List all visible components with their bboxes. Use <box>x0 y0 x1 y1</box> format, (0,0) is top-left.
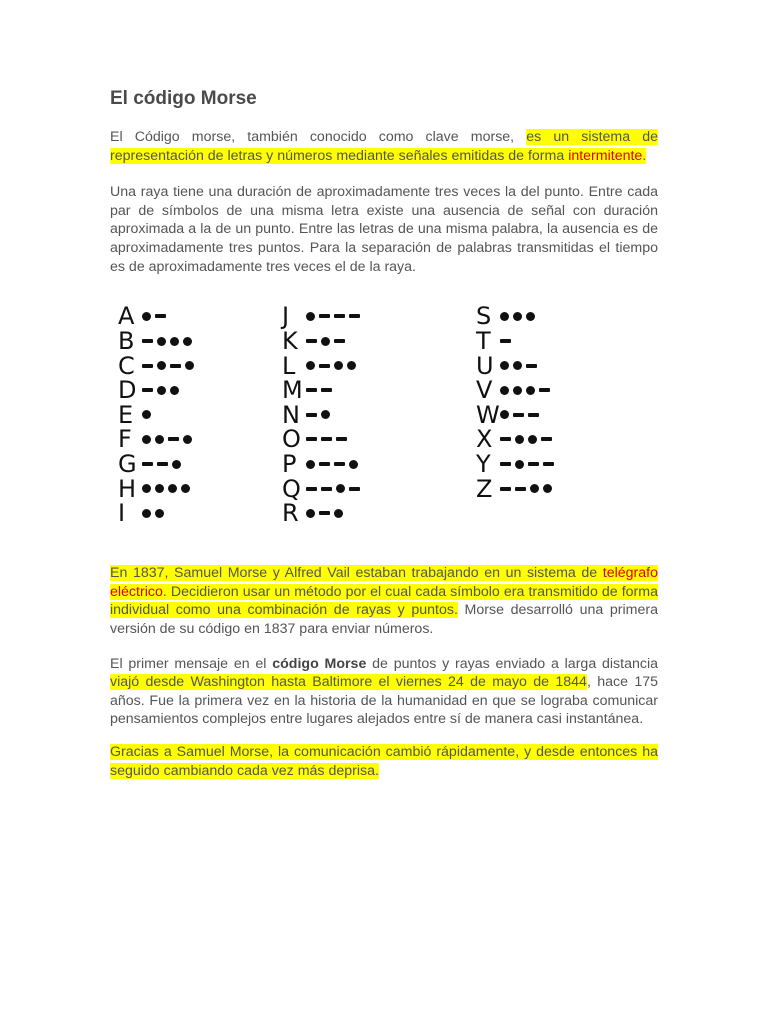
morse-dot <box>142 509 151 518</box>
morse-alphabet-chart <box>110 292 658 564</box>
morse-row-q <box>282 476 364 501</box>
morse-code <box>142 460 185 469</box>
morse-dot <box>183 337 192 346</box>
morse-letter: V <box>476 376 492 405</box>
highlighted-text: viajó desde Washington hasta Baltimore el viernes 24 de mayo de 1844 <box>110 674 587 691</box>
morse-dot <box>185 361 194 370</box>
morse-dot <box>526 386 535 395</box>
morse-code <box>306 437 351 441</box>
morse-letter: H <box>118 474 136 503</box>
morse-row-k <box>282 329 364 354</box>
morse-dot <box>142 435 151 444</box>
highlighted-text: En 1837, Samuel Morse y Alfred Vail estaban trabajando en un sistema de telégrafo eléctrico. Decidieron usar un método por el cual cada símbolo era transmitido de forma individual como una combinación de rayas y puntos. <box>110 565 658 619</box>
morse-code <box>500 460 558 469</box>
morse-letter: M <box>282 376 302 405</box>
morse-letter: O <box>282 425 300 454</box>
morse-dot <box>155 509 164 518</box>
morse-row-r <box>282 501 364 526</box>
red-text: telégrafo eléctrico <box>110 565 658 600</box>
morse-row-c <box>118 353 198 378</box>
morse-dot <box>500 410 509 419</box>
morse-dot <box>347 361 356 370</box>
morse-code <box>500 361 541 370</box>
morse-dot <box>530 484 539 493</box>
morse-dash <box>500 339 511 343</box>
paragraph-conclusion <box>110 743 658 780</box>
morse-dash <box>157 462 168 466</box>
morse-code <box>306 460 362 469</box>
paragraph-duration: Una raya tiene una duración de aproximadamente tres veces la del punto. Entre cada par de símbolos de una misma letra existe una ausencia de señal con duración aproximada a la de un punto. Entre las letras de una misma palabra, la ausencia es de aproximadamente tres puntos. Para la separación de palabras transmitidas el tiempo es de aproximadamente tres veces el de la raya. <box>110 184 658 275</box>
morse-dot <box>528 435 537 444</box>
morse-dot <box>170 337 179 346</box>
morse-code <box>142 312 170 321</box>
morse-row-f <box>118 427 198 452</box>
morse-row-z <box>476 476 558 501</box>
morse-dash <box>168 437 179 441</box>
morse-dash <box>321 487 332 491</box>
morse-dot <box>500 361 509 370</box>
morse-row-o <box>282 427 364 452</box>
morse-code <box>500 339 515 343</box>
morse-dash <box>306 413 317 417</box>
morse-letter: B <box>118 327 134 356</box>
morse-row-g <box>118 452 198 477</box>
morse-row-i <box>118 501 198 526</box>
morse-dash <box>306 487 317 491</box>
morse-letter: R <box>282 499 298 528</box>
morse-dash <box>155 314 166 318</box>
highlighted-text: Gracias a Samuel Morse, la comunicación cambió rápidamente, y desde entonces ha seguido cambiando cada vez más deprisa. <box>110 743 658 779</box>
morse-letter: Y <box>476 450 490 479</box>
paragraph-first-message: El primer mensaje en el código Morse de puntos y rayas enviado a larga distancia viajó desde Washington hasta Baltimore el viernes 24 de mayo de 1844, hace 175 años. Fue la primera vez en la historia de la humanidad en que se lograba comunicar pensamientos complejos entre lugares alejados entre sí de manera casi instantánea. <box>110 655 659 728</box>
morse-dash <box>515 487 526 491</box>
morse-code <box>500 484 556 493</box>
morse-dash <box>319 462 330 466</box>
morse-dot <box>500 312 509 321</box>
morse-row-u <box>476 353 558 378</box>
morse-code <box>142 484 194 493</box>
morse-dash <box>528 413 539 417</box>
morse-dash <box>319 364 330 368</box>
paragraph-definition <box>110 128 658 165</box>
morse-row-j <box>282 304 364 329</box>
morse-row-m <box>282 378 364 403</box>
morse-column-1 <box>118 302 198 528</box>
morse-code <box>142 337 196 346</box>
morse-dot <box>172 460 181 469</box>
morse-letter: N <box>282 400 299 429</box>
morse-code <box>306 410 334 419</box>
morse-letter: P <box>282 450 296 479</box>
bold-text: código Morse <box>272 655 367 672</box>
morse-dot <box>170 386 179 395</box>
morse-dot <box>306 361 315 370</box>
morse-letter: D <box>118 376 136 405</box>
morse-dash <box>321 388 332 392</box>
morse-row-y <box>476 452 558 477</box>
morse-code <box>142 386 183 395</box>
morse-row-a <box>118 304 198 329</box>
morse-dash <box>319 511 330 515</box>
morse-dot <box>543 484 552 493</box>
morse-dash <box>306 437 317 441</box>
morse-dot <box>321 337 330 346</box>
morse-dash <box>500 487 511 491</box>
morse-dot <box>500 386 509 395</box>
morse-letter: F <box>118 425 131 454</box>
morse-dot <box>515 435 524 444</box>
morse-dash <box>142 364 153 368</box>
morse-code <box>306 361 360 370</box>
morse-code <box>500 312 539 321</box>
morse-dash <box>526 364 537 368</box>
morse-row-s <box>476 304 558 329</box>
morse-dot <box>349 460 358 469</box>
morse-code <box>142 361 198 370</box>
document-page <box>110 86 658 780</box>
morse-letter: W <box>476 400 499 429</box>
morse-dash <box>349 314 360 318</box>
morse-dot <box>321 410 330 419</box>
morse-dot <box>515 460 524 469</box>
morse-letter: Z <box>476 474 492 503</box>
morse-letter: G <box>118 450 136 479</box>
text-span: El Código morse, también conocido como clave morse, <box>110 129 527 145</box>
morse-dash <box>306 388 317 392</box>
morse-dot <box>183 435 192 444</box>
morse-letter: J <box>282 302 289 331</box>
morse-row-x <box>476 427 558 452</box>
morse-code <box>306 509 347 518</box>
morse-dash <box>543 462 554 466</box>
morse-row-d <box>118 378 198 403</box>
morse-dot <box>142 484 151 493</box>
morse-dot <box>306 460 315 469</box>
morse-dash <box>142 462 153 466</box>
morse-dot <box>306 509 315 518</box>
morse-dot <box>334 361 343 370</box>
morse-dash <box>334 314 345 318</box>
morse-letter: A <box>118 302 134 331</box>
morse-row-h <box>118 476 198 501</box>
morse-row-p <box>282 452 364 477</box>
morse-letter: U <box>476 351 493 380</box>
morse-row-t <box>476 329 558 354</box>
morse-column-2 <box>282 302 364 528</box>
morse-dot <box>157 386 166 395</box>
morse-dot <box>168 484 177 493</box>
morse-row-e <box>118 400 198 429</box>
morse-code <box>306 312 364 321</box>
morse-code <box>500 410 543 419</box>
morse-dot <box>526 312 535 321</box>
morse-dot <box>336 484 345 493</box>
morse-dash <box>142 388 153 392</box>
morse-row-l <box>282 353 364 378</box>
morse-dot <box>306 312 315 321</box>
morse-code <box>306 337 349 346</box>
morse-dash <box>528 462 539 466</box>
morse-letter: Q <box>282 474 300 503</box>
morse-letter: K <box>282 327 297 356</box>
morse-dash <box>142 339 153 343</box>
morse-dash <box>539 388 550 392</box>
morse-code <box>142 509 168 518</box>
morse-dot <box>142 410 151 419</box>
morse-column-3 <box>476 304 558 501</box>
morse-dot <box>181 484 190 493</box>
morse-dash <box>170 364 181 368</box>
paragraph-history <box>110 564 658 638</box>
morse-letter: C <box>118 351 134 380</box>
morse-dot <box>513 312 522 321</box>
morse-letter: S <box>476 302 491 331</box>
morse-code <box>306 484 364 493</box>
morse-row-v <box>476 378 558 403</box>
morse-dash <box>306 339 317 343</box>
morse-dash <box>319 314 330 318</box>
morse-code <box>142 435 196 444</box>
morse-dash <box>500 437 511 441</box>
morse-row-b <box>118 329 198 354</box>
morse-dash <box>321 437 332 441</box>
morse-dash <box>336 437 347 441</box>
morse-letter: E <box>118 400 133 429</box>
morse-dot <box>513 386 522 395</box>
morse-dash <box>500 462 511 466</box>
morse-dot <box>157 337 166 346</box>
text-span: Morse desarrolló una primera versión de su código en 1837 para enviar números. <box>110 602 658 637</box>
morse-code <box>142 410 155 419</box>
morse-dash <box>334 339 345 343</box>
morse-dot <box>157 361 166 370</box>
morse-code <box>306 388 336 392</box>
morse-dot <box>155 484 164 493</box>
morse-dot <box>513 361 522 370</box>
morse-dash <box>349 487 360 491</box>
morse-code <box>500 435 556 444</box>
morse-letter: T <box>476 327 490 356</box>
morse-letter: I <box>118 499 125 528</box>
morse-letter: L <box>282 351 295 380</box>
morse-letter: X <box>476 425 492 454</box>
morse-code <box>500 386 554 395</box>
morse-dot <box>142 312 151 321</box>
morse-row-n <box>282 400 364 429</box>
morse-dot <box>155 435 164 444</box>
morse-dot <box>334 509 343 518</box>
highlighted-text: es un sistema de representación de letras y números mediante señales emitidas de forma intermitente. <box>110 129 659 164</box>
morse-dash <box>334 462 345 466</box>
red-text: intermitente <box>568 147 643 164</box>
page-title: El código Morse <box>110 88 257 109</box>
morse-dash <box>513 413 524 417</box>
morse-row-w <box>476 400 558 429</box>
morse-dash <box>541 437 552 441</box>
